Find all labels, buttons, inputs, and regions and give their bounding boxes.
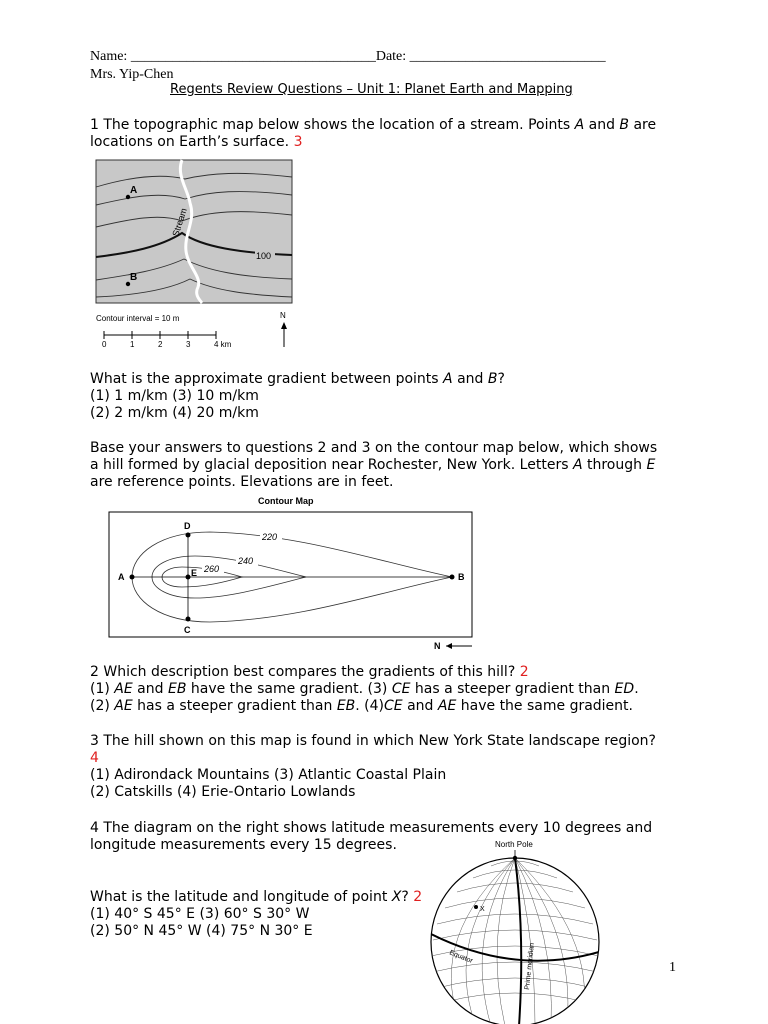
q1-question-a: A bbox=[443, 371, 453, 387]
intro-questions-2-3 bbox=[90, 440, 710, 491]
teacher-name: Mrs. Yip-Chen bbox=[90, 67, 174, 82]
contour-map-frame bbox=[109, 512, 472, 637]
point-d bbox=[186, 533, 191, 538]
scale-label: 1 bbox=[130, 340, 135, 349]
q1-question-and: and bbox=[452, 371, 488, 387]
q4-question-x: X bbox=[391, 889, 402, 905]
name-line bbox=[90, 48, 606, 65]
name-label: Name: bbox=[90, 49, 128, 64]
page-title: Regents Review Questions – Unit 1: Planet Earth and Mapping bbox=[170, 82, 573, 97]
q3-choices-line2: (2) Catskills (4) Erie-Ontario Lowlands bbox=[90, 784, 356, 800]
point-x-label: X bbox=[480, 906, 485, 913]
q4-question-end: ? bbox=[401, 889, 409, 905]
stream-label: Stream bbox=[170, 206, 189, 238]
intro-letter-a: A bbox=[572, 457, 583, 473]
north-label: N bbox=[280, 311, 286, 320]
name-blank: ___________________________________ bbox=[130, 49, 376, 64]
q4-answer: 2 bbox=[413, 889, 423, 905]
q1-text-b: are bbox=[629, 117, 657, 133]
date-label: Date: bbox=[375, 49, 407, 64]
q4-choices-line2: (2) 50° N 45° W (4) 75° N 30° E bbox=[90, 923, 313, 939]
question-4-prompt bbox=[90, 889, 450, 940]
question-3 bbox=[90, 733, 730, 801]
question-2 bbox=[90, 664, 730, 715]
point-a-label: A bbox=[130, 185, 138, 196]
q1-number: 1 bbox=[90, 117, 99, 133]
intro-through: through bbox=[582, 457, 647, 473]
topographic-map bbox=[90, 155, 305, 355]
q2-choices-line2: (2) AE has a steeper gradient than EB. (4)CE and AE have the same gradient. bbox=[90, 698, 633, 714]
label-d: D bbox=[184, 521, 191, 531]
contour-label-240: 240 bbox=[238, 556, 254, 566]
q2-answer: 2 bbox=[519, 664, 529, 680]
q1-point-b: B bbox=[619, 117, 630, 133]
question-1 bbox=[90, 117, 690, 151]
label-e: E bbox=[191, 568, 198, 578]
q2-text: Which description best compares the gradients of this hill? bbox=[103, 664, 516, 680]
question-4 bbox=[90, 820, 710, 854]
q1-choices-line1: (1) 1 m/km (3) 10 m/km bbox=[90, 388, 259, 404]
point-e bbox=[186, 575, 191, 580]
q3-number: 3 bbox=[90, 733, 99, 749]
intro-line1: Base your answers to questions 2 and 3 on the contour map below, which shows bbox=[90, 440, 658, 456]
q4-question: What is the latitude and longitude of point bbox=[90, 889, 392, 905]
q1-point-a: A bbox=[574, 117, 585, 133]
q1-text-a: The topographic map below shows the location of a stream. Points bbox=[103, 117, 575, 133]
globe-diagram bbox=[425, 836, 605, 1024]
label-c: C bbox=[184, 625, 191, 635]
q3-choices-line1: (1) Adirondack Mountains (3) Atlantic Coastal Plain bbox=[90, 767, 447, 783]
intro-line2: a hill formed by glacial deposition near Rochester, New York. Letters bbox=[90, 457, 573, 473]
contour-label-220: 220 bbox=[262, 532, 278, 542]
scale-label: 0 bbox=[102, 340, 107, 349]
scale-label: 3 bbox=[186, 340, 191, 349]
label-a: A bbox=[118, 572, 125, 582]
q4-line1: The diagram on the right shows latitude measurements every 10 degrees and bbox=[103, 820, 653, 836]
point-x bbox=[474, 905, 478, 909]
north-arrow-head bbox=[446, 643, 452, 649]
map-frame bbox=[96, 160, 292, 303]
date-blank: ____________________________ bbox=[409, 49, 606, 64]
north-pole-label: North Pole bbox=[495, 840, 533, 849]
q3-text: The hill shown on this map is found in which New York State landscape region? bbox=[103, 733, 656, 749]
label-b: B bbox=[458, 572, 465, 582]
contour-label-260: 260 bbox=[204, 564, 220, 574]
point-a bbox=[130, 575, 135, 580]
q1-question-b: B bbox=[487, 371, 498, 387]
q2-choices-line1: (1) AE and EB have the same gradient. (3) CE has a steeper gradient than ED. bbox=[90, 681, 639, 697]
north-label: N bbox=[434, 641, 441, 651]
q4-choices-line1: (1) 40° S 45° E (3) 60° S 30° W bbox=[90, 906, 310, 922]
equator-label: Equator bbox=[448, 949, 474, 966]
north-arrow-head bbox=[281, 322, 287, 329]
q1-answer: 3 bbox=[293, 134, 303, 150]
q1-choices-line2: (2) 2 m/km (4) 20 m/km bbox=[90, 405, 259, 421]
point-c bbox=[186, 617, 191, 622]
question-1-prompt bbox=[90, 371, 690, 422]
contour-map-title: Contour Map bbox=[258, 496, 314, 506]
q3-answer: 4 bbox=[90, 750, 99, 766]
q1-and: and bbox=[584, 117, 620, 133]
prime-meridian-label: Prime meridian bbox=[524, 942, 536, 991]
q2-number: 2 bbox=[90, 664, 99, 680]
contour-value: 100 bbox=[256, 251, 272, 261]
contour-map bbox=[100, 492, 480, 652]
q4-number: 4 bbox=[90, 820, 99, 836]
intro-letter-e: E bbox=[646, 457, 656, 473]
q1-text-c: locations on Earth’s surface. bbox=[90, 134, 290, 150]
page-number: 1 bbox=[669, 960, 676, 975]
point-b bbox=[450, 575, 455, 580]
q1-question-end: ? bbox=[497, 371, 505, 387]
point-b-label: B bbox=[130, 272, 138, 283]
scale-label: 2 bbox=[158, 340, 163, 349]
q4-line2: longitude measurements every 15 degrees. bbox=[90, 837, 397, 853]
contour-interval: Contour interval = 10 m bbox=[96, 314, 180, 323]
q1-question: What is the approximate gradient between points bbox=[90, 371, 444, 387]
scale-label: 4 km bbox=[214, 340, 232, 349]
intro-line3: are reference points. Elevations are in feet. bbox=[90, 474, 394, 490]
